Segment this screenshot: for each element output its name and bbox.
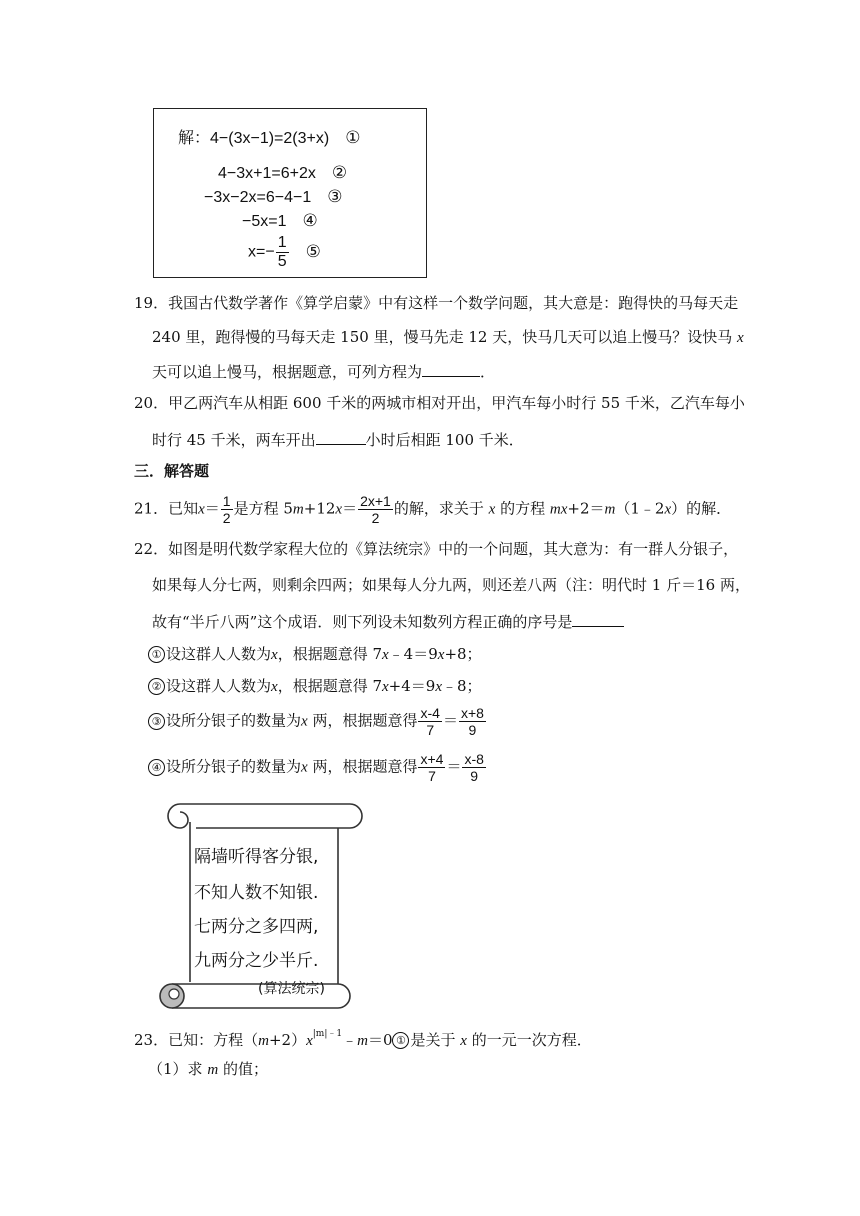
q23-var-m: m (258, 1033, 269, 1049)
q22-line2 (152, 578, 750, 593)
solution-step-1 (178, 125, 360, 148)
q20-text-2b: 小时后相距 100 千米． (365, 431, 524, 449)
q22-option-3 (148, 706, 487, 737)
step-mark-4: ④ (302, 211, 318, 231)
option-2-text-a: 设这群人人数为 (166, 677, 272, 695)
option-4-lhs-den: 7 (428, 768, 436, 784)
option-4-text-a: 设所分银子的数量为 (166, 757, 302, 776)
option-4-rhs-den: 9 (470, 768, 479, 784)
q21-var-x5: x (664, 501, 672, 518)
q22-text-1: 如图是明代数学家程大位的《算法统宗》中的一个问题，其大意为：有一群人分银子， (168, 540, 739, 558)
q21-f1-den: 2 (222, 510, 231, 526)
option-4-lhs-fraction (418, 752, 445, 783)
q20-text-1: 甲乙两汽车从相距 600 千米的两城市相对开出，甲汽车每小时行 55 千米，乙汽车每小 (168, 394, 745, 412)
q19-line3 (152, 362, 495, 380)
q22-text-2: 如果每人分七两，则剩余四两；如果每人分九两，则还差八两（注：明代时 1 斤＝16 两， (152, 576, 750, 594)
poem-line-4: 九两分之少半斤. (194, 951, 319, 971)
solution-label: 解： (178, 130, 211, 147)
q23-sub1-var: m (207, 1062, 219, 1078)
q21-var-x3: x (488, 501, 496, 518)
option-2-text-d: ﹣8； (442, 677, 482, 695)
section-title: 三．解答题 (134, 462, 210, 480)
option-3-mark: ③ (148, 713, 165, 730)
poem-line-3: 七两分之多四两, (194, 917, 319, 937)
option-3-text-a: 设所分银子的数量为 (166, 711, 302, 730)
option-4-rhs-num: x-8 (464, 751, 484, 767)
q19-text-3: 天可以追上慢马，根据题意，可列方程为 (152, 363, 423, 381)
q20-answer-blank[interactable] (316, 430, 366, 445)
q22-answer-blank[interactable] (572, 612, 624, 627)
q19-line1 (134, 296, 738, 311)
q21-eq: ＝ (204, 499, 220, 518)
step-mark-5: ⑤ (305, 241, 321, 262)
option-2-text-c: +4＝9 (388, 677, 436, 695)
scroll-illustration (150, 798, 370, 1014)
q21-number: 21． (134, 499, 169, 518)
option-2-text-b: ，根据题意得 7 (277, 677, 382, 695)
q22-text-3: 故有“半斤八两”这个成语．则下列设未知数列方程正确的序号是 (152, 613, 573, 631)
q23-text-c: ﹣ (342, 1031, 358, 1049)
q21-text-3: +12 (303, 499, 336, 518)
q23-line1 (134, 1030, 592, 1049)
q23-mark: ① (392, 1032, 409, 1049)
q23-text-b: +2） (268, 1031, 307, 1049)
q23-text-d: ＝0 (367, 1031, 393, 1049)
q20-number: 20． (134, 394, 169, 412)
option-1-var: x (271, 647, 278, 663)
q23-var-x: x (306, 1033, 313, 1049)
q23-text-e: 是关于 (410, 1031, 456, 1049)
option-3-rhs-den: 9 (468, 722, 477, 738)
q21-text-5: 的方程 (500, 499, 546, 518)
step-mark-2: ② (331, 163, 348, 183)
q22-option-1 (148, 646, 482, 663)
option-2-var3: x (435, 679, 442, 695)
q19-answer-blank[interactable] (422, 362, 480, 377)
step-mark-3: ③ (327, 187, 343, 207)
poem-line-2: 不知人数不知银. (194, 883, 319, 903)
q21-text-1: 已知 (168, 499, 199, 518)
q23-text-a: 已知：方程（ (168, 1031, 259, 1049)
q21-var-m: m (292, 501, 304, 518)
option-4-var: x (301, 759, 308, 776)
option-1-var2: x (382, 647, 389, 663)
q21-f2-num: 2x+1 (360, 493, 391, 509)
q20-text-2a: 时行 45 千米，两车开出 (152, 431, 316, 449)
q22-option-2 (148, 678, 482, 695)
option-3-var: x (301, 713, 308, 730)
q22-number: 22． (134, 540, 169, 558)
q21-text-8: ）的解． (671, 499, 732, 518)
step-mark-1: ① (345, 128, 361, 148)
solution-step-4 (242, 211, 318, 231)
solution-steps-box (153, 108, 427, 278)
q19-text-1: 我国古代数学著作《算学启蒙》中有这样一个数学问题，其大意是：跑得快的马每天走 (168, 294, 739, 312)
step5-numerator: 1 (277, 234, 287, 251)
q19-text-2: 240 里，跑得慢的马每天走 150 里，慢马先走 12 天，快马几天可以追上慢马？设快马 (152, 328, 733, 346)
q21-var-x: x (198, 501, 205, 518)
q20-line2 (152, 430, 524, 448)
option-4-mark: ④ (148, 759, 165, 776)
step4-equation: −5x=1 (242, 213, 287, 230)
q19-number: 19． (134, 294, 169, 312)
option-3-text-b: 两，根据题意得 (312, 711, 418, 730)
option-1-text-a: 设这群人人数为 (166, 645, 272, 663)
q23-var-x2: x (460, 1033, 467, 1049)
q19-line2 (152, 330, 744, 346)
q23-var-m2: m (357, 1033, 368, 1049)
q21-var-x4: x (560, 501, 568, 518)
q23-number: 23． (134, 1031, 169, 1049)
option-2-mark: ② (148, 678, 165, 695)
option-1-text-c: ﹣4＝9 (388, 645, 438, 663)
option-2-var2: x (382, 679, 389, 695)
q22-line3 (152, 612, 624, 630)
q21-text-6: +2＝ (567, 499, 605, 518)
q21-var-m3: m (604, 501, 616, 518)
step1-equation: 4−(3x−1)=2(3+x) (210, 130, 330, 147)
option-2-var: x (271, 679, 278, 695)
step2-equation: 4−3x+1=6+2x (218, 165, 316, 182)
q19-var-x: x (736, 330, 744, 346)
solution-step-2 (218, 163, 347, 183)
option-1-var3: x (437, 647, 445, 663)
q23-sub1 (148, 1062, 268, 1078)
option-4-text-b: 两，根据题意得 (312, 757, 418, 776)
q21-f2-den: 2 (371, 510, 380, 526)
solution-step-3 (204, 187, 342, 207)
option-1-text-d: +8； (444, 645, 482, 663)
option-3-eq: ＝ (442, 711, 458, 730)
step3-equation: −3x−2x=6−4−1 (204, 189, 312, 206)
q20-line1 (134, 396, 745, 411)
step5-denominator: 5 (277, 253, 287, 270)
solution-step-5 (248, 235, 321, 270)
q23-exponent: |m|﹣1 (312, 1029, 343, 1039)
q21-f1-num: 1 (222, 493, 231, 509)
option-3-rhs-fraction (459, 706, 486, 737)
option-3-lhs-num: x-4 (420, 705, 440, 721)
q23-text-f: 的一元一次方程． (471, 1031, 592, 1049)
option-4-lhs-num: x+4 (420, 751, 444, 767)
q21-text-4: 的解，求关于 (393, 499, 484, 518)
option-3-rhs-num: x+8 (460, 705, 484, 721)
q22-line1 (134, 542, 738, 557)
step5-fraction (276, 235, 289, 270)
q19-end: ． (480, 363, 496, 381)
q21-fraction-half (221, 494, 233, 525)
poem-line-1: 隔墙听得客分银, (194, 847, 319, 867)
poem-source: (算法统宗) (258, 981, 325, 997)
q21-var-m2: m (549, 501, 561, 518)
option-4-rhs-fraction (462, 752, 485, 783)
q21-eq2: ＝ (342, 499, 358, 518)
q23-sub1-text-b: 的值； (222, 1060, 268, 1078)
option-3-lhs-den: 7 (426, 722, 435, 738)
q21-var-x2: x (335, 501, 343, 518)
q22-option-4 (148, 752, 487, 783)
step5-lhs: x=− (248, 243, 275, 261)
q21-text-7: （1﹣2 (615, 499, 665, 518)
option-3-lhs-fraction (418, 706, 441, 737)
q21-fraction-2x1 (358, 494, 393, 525)
q21-line (134, 494, 731, 525)
q23-sub1-text-a: （1）求 (148, 1060, 203, 1078)
q21-text-2: 是方程 5 (233, 499, 293, 518)
option-4-eq: ＝ (446, 757, 462, 776)
option-1-text-b: ，根据题意得 7 (277, 645, 382, 663)
option-1-mark: ① (148, 646, 165, 663)
